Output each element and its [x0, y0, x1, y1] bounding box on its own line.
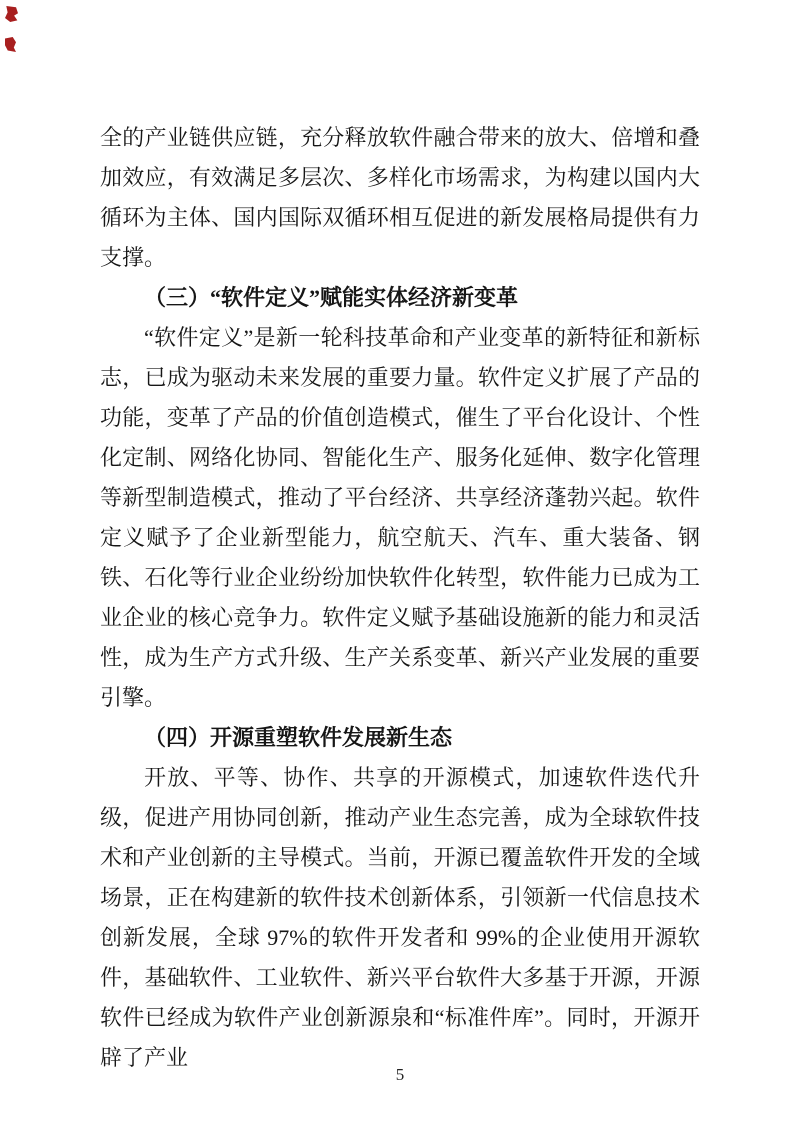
body-paragraph: “软件定义”是新一轮科技革命和产业变革的新特征和新标志，已成为驱动未来发展的重要力量。软件定义扩展了产品的功能，变革了产品的价值创造模式，催生了平台化设计、个性化定制、网络化协同、智能化生产、服务化延伸、数字化管理等新型制造模式，推动了平台经济、共享经济蓬勃兴起。软件定义赋予了企业新型能力，航空航天、汽车、重大装备、钢铁、石化等行业企业纷纷加快软件化转型，软件能力已成为工业企业的核心竞争力。软件定义赋予基础设施新的能力和灵活性，成为生产方式升级、生产关系变革、新兴产业发展的重要引擎。 — [100, 325, 700, 710]
section-heading-3: （三）“软件定义”赋能实体经济新变革 — [144, 285, 519, 310]
red-seal-mark — [5, 6, 18, 22]
page-body — [100, 118, 700, 1078]
red-seal-mark — [5, 37, 16, 52]
section-heading-4: （四）开源重塑软件发展新生态 — [144, 725, 453, 750]
body-paragraph: 开放、平等、协作、共享的开源模式，加速软件迭代升级，促进产用协同创新，推动产业生态完善，成为全球软件技术和产业创新的主导模式。当前，开源已覆盖软件开发的全域场景，正在构建新的软件技术创新体系，引领新一代信息技术创新发展，全球 97%的软件开发者和 99%的企业使用开源软件，基础软件、工业软件、新兴平台软件大多基于开源，开源软件已经成为软件产业创新源泉和“标准件库”。同时，开源开辟了产业 — [100, 765, 700, 1070]
page-number: 5 — [395, 1065, 405, 1084]
body-paragraph: 全的产业链供应链，充分释放软件融合带来的放大、倍增和叠加效应，有效满足多层次、多样化市场需求，为构建以国内大循环为主体、国内国际双循环相互促进的新发展格局提供有力支撑。 — [100, 125, 700, 270]
